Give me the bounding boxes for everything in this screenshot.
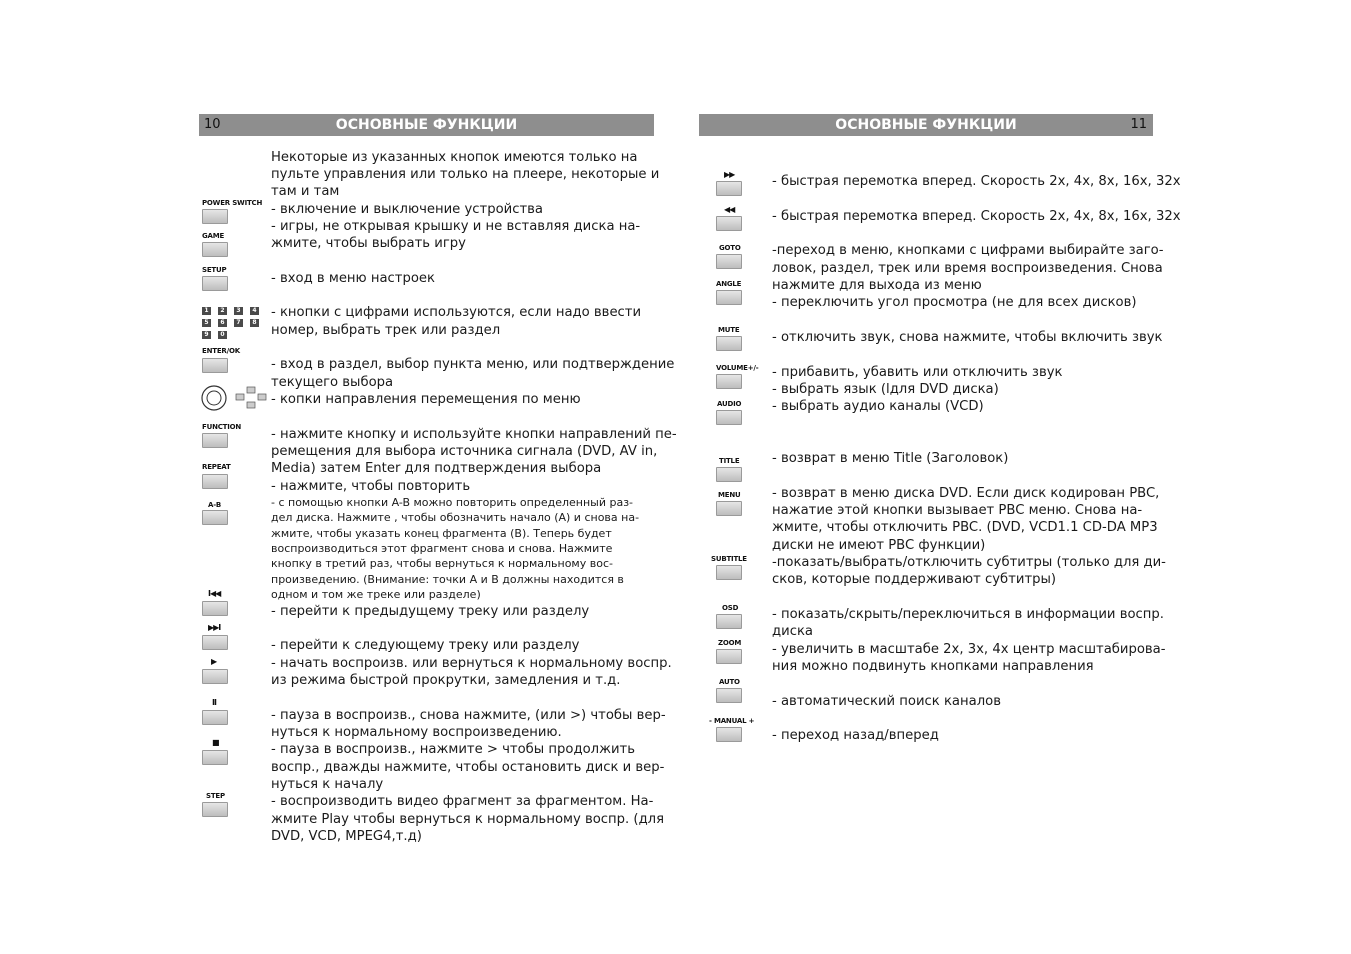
skip-back-icon: I◀◀ bbox=[208, 589, 221, 598]
button-label: FUNCTION bbox=[202, 423, 242, 431]
button-label: ZOOM bbox=[718, 639, 742, 647]
button-label: REPEAT bbox=[202, 463, 231, 471]
description-line: сков, которые поддерживают субтитры) bbox=[772, 572, 1057, 587]
button-label: OSD bbox=[722, 604, 739, 612]
description-line: номер, выбрать трек или раздел bbox=[271, 323, 501, 338]
direction-pad-icon bbox=[199, 385, 271, 413]
description-line: кнопку в третий раз, чтобы вернуться к нормальному вос- bbox=[271, 557, 613, 570]
description-line: нажатие этой кнопки вызывает PBC меню. Снова на- bbox=[772, 503, 1143, 518]
description-line: - воспроизводить видео фрагмент за фрагментом. На- bbox=[271, 794, 654, 809]
description-line: диски не имеют PBC функции) bbox=[772, 538, 986, 553]
description-line: одном и том же треке или разделе) bbox=[271, 588, 481, 601]
description-line: произведению. (Внимание: точки A и B должны находится в bbox=[271, 573, 624, 586]
intro-line: Некоторые из указанных кнопок имеются только на bbox=[271, 150, 638, 165]
description-line: Media) затем Enter для подтверждения выбора bbox=[271, 461, 602, 476]
description-line: ремещения для выбора источника сигнала (DVD, AV in, bbox=[271, 444, 658, 459]
description-line: - пауза в воспроизв., нажмите > чтобы продолжить bbox=[271, 742, 635, 757]
description-line: - перейти к предыдущему треку или разделу bbox=[271, 604, 590, 619]
description-line: - пауза в воспроизв., снова нажмите, (или >) чтобы вер- bbox=[271, 708, 666, 723]
button-label: MUTE bbox=[718, 326, 740, 334]
description-line: - выбрать аудио каналы (VCD) bbox=[772, 399, 984, 414]
description-line: DVD, VCD, MPEG4,т.д) bbox=[271, 829, 422, 844]
intro-line: там и там bbox=[271, 184, 340, 199]
description-line: нуться к началу bbox=[271, 777, 384, 792]
description-line: - с помощью кнопки A-B можно повторить определенный раз- bbox=[271, 496, 634, 509]
description-line: ловок, раздел, трек или время воспроизведения. Снова bbox=[772, 261, 1163, 276]
description-line: - перейти к следующему треку или разделу bbox=[271, 638, 580, 653]
stop-icon: ■ bbox=[212, 738, 219, 747]
button-label: GOTO bbox=[719, 244, 741, 252]
description-line: воспроизводиться этот фрагмент снова и снова. Нажмите bbox=[271, 542, 613, 555]
left-page-header bbox=[199, 114, 654, 136]
right-page-header bbox=[699, 114, 1153, 136]
description-line: - игры, не открывая крышку и не вставляя диска на- bbox=[271, 219, 641, 234]
description-line: - возврат в меню диска DVD. Если диск кодирован PBC, bbox=[772, 486, 1160, 501]
description-line: - переключить угол просмотра (не для всех дисков) bbox=[772, 295, 1137, 310]
button-label: VOLUME+/- bbox=[716, 364, 759, 372]
description-line: - переход назад/вперед bbox=[772, 728, 939, 743]
button-label: AUDIO bbox=[717, 400, 742, 408]
description-line: - показать/скрыть/переключиться в информации воспр. bbox=[772, 607, 1164, 622]
button-label: A-B bbox=[208, 501, 222, 509]
description-line: - быстрая перемотка вперед. Скорость 2х, 4х, 8х, 16х, 32х bbox=[772, 209, 1181, 224]
description-line: - нажмите, чтобы повторить bbox=[271, 479, 471, 494]
description-line: дел диска. Нажмите , чтобы обозначить начало (A) и снова на- bbox=[271, 511, 640, 524]
button-label: ENTER/OK bbox=[202, 347, 240, 355]
description-line: - отключить звук, снова нажмите, чтобы включить звук bbox=[772, 330, 1163, 345]
description-line: -переход в меню, кнопками с цифрами выбирайте заго- bbox=[772, 243, 1164, 258]
description-line: - нажмите кнопку и используйте кнопки направлений пе- bbox=[271, 427, 677, 442]
description-line: из режима быстрой прокрутки, замедления и т.д. bbox=[271, 673, 621, 688]
description-line: - прибавить, убавить или отключить звук bbox=[772, 365, 1063, 380]
pause-icon: II bbox=[212, 698, 216, 707]
button-label: TITLE bbox=[719, 457, 740, 465]
button-label: GAME bbox=[202, 232, 225, 240]
button-label: AUTO bbox=[719, 678, 740, 686]
button-label: SUBTITLE bbox=[711, 555, 747, 563]
skip-forward-icon: ▶▶I bbox=[208, 623, 221, 632]
description-line: - быстрая перемотка вперед. Скорость 2х, 4х, 8х, 16х, 32х bbox=[772, 174, 1181, 189]
description-line: текущего выбора bbox=[271, 375, 394, 390]
button-label: STEP bbox=[206, 792, 225, 800]
button-label: - MANUAL + bbox=[709, 717, 755, 725]
description-line: ния можно подвинуть кнопками направления bbox=[772, 659, 1094, 674]
description-line: воспр., дважды нажмите, чтобы остановить диск и вер- bbox=[271, 760, 665, 775]
description-line: жмите, чтобы отключить PBC. (DVD, VCD1.1 CD-DA MP3 bbox=[772, 520, 1158, 535]
description-line: - включение и выключение устройства bbox=[271, 202, 543, 217]
description-line: нажмите для выхода из меню bbox=[772, 278, 982, 293]
description-line: - автоматический поиск каналов bbox=[772, 694, 1001, 709]
description-line: - возврат в меню Title (Заголовок) bbox=[772, 451, 1009, 466]
description-line: жмите, чтобы выбрать игру bbox=[271, 236, 466, 251]
description-line: - увеличить в масштабе 2х, 3х, 4х центр масштабирова- bbox=[772, 642, 1166, 657]
button-label: MENU bbox=[718, 491, 741, 499]
intro-line: пульте управления или только на плеере, некоторые и bbox=[271, 167, 660, 182]
description-line: жмите Play чтобы вернуться к нормальному воспр. (для bbox=[271, 812, 665, 827]
button-label: ANGLE bbox=[716, 280, 742, 288]
page-number: 10 bbox=[204, 117, 221, 132]
description-line: - копки направления перемещения по меню bbox=[271, 392, 581, 407]
description-line: - начать воспроизв. или вернуться к нормальному воспр. bbox=[271, 656, 672, 671]
page-number: 11 bbox=[1130, 117, 1147, 132]
play-icon: ▶ bbox=[211, 657, 217, 666]
section-title: ОСНОВНЫЕ ФУНКЦИИ bbox=[835, 117, 1017, 133]
description-line: - кнопки с цифрами используются, если надо ввести bbox=[271, 305, 642, 320]
description-line: нуться к нормальному воспроизведению. bbox=[271, 725, 562, 740]
description-line: - вход в меню настроек bbox=[271, 271, 436, 286]
description-line: -показать/выбрать/отключить субтитры (только для ди- bbox=[772, 555, 1166, 570]
description-line: - вход в раздел, выбор пункта меню, или подтверждение bbox=[271, 357, 675, 372]
fast-forward-icon: ▶▶ bbox=[724, 170, 735, 179]
section-title: ОСНОВНЫЕ ФУНКЦИИ bbox=[335, 117, 518, 133]
rewind-icon: ◀◀ bbox=[724, 205, 735, 214]
description-line: диска bbox=[772, 624, 813, 639]
description-line: - выбрать язык (lдля DVD диска) bbox=[772, 382, 999, 397]
description-line: жмите, чтобы указать конец фрагмента (B). Теперь будет bbox=[271, 527, 612, 540]
button-label: POWER SWITCH bbox=[202, 199, 263, 207]
button-label: SETUP bbox=[202, 266, 227, 274]
